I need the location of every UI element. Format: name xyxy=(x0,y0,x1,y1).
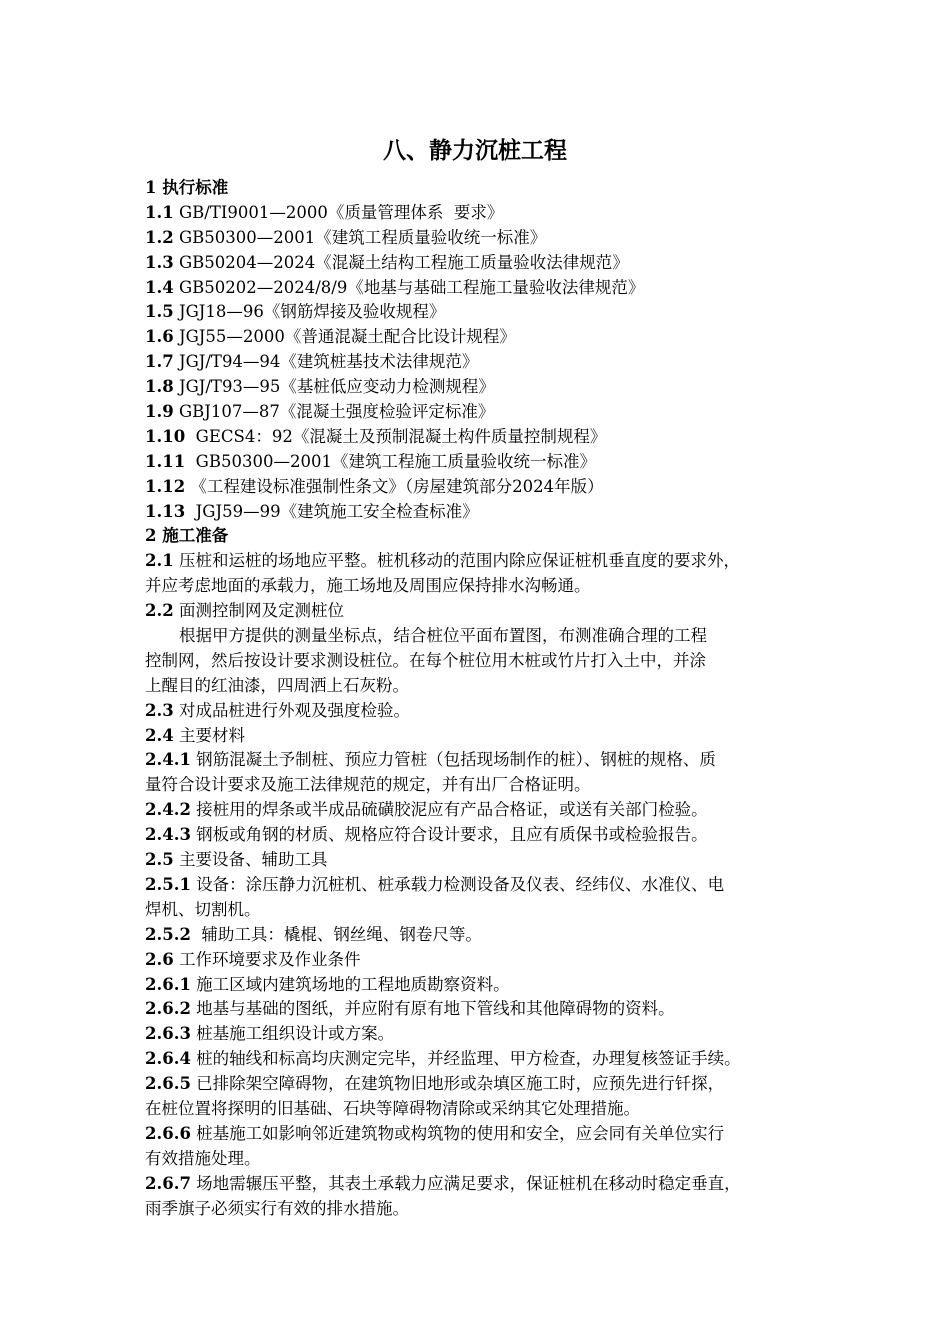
clause-text: JGJ/T94—94《建筑桩基技术法律规范》 xyxy=(173,352,479,372)
clause-text: 《工程建设标准强制性条文》（房屋建筑部分2024年版） xyxy=(185,476,604,496)
paragraph-line: 雨季旗子必须实行有效的排水措施。 xyxy=(145,1198,409,1218)
clause-text: GBJ107—87《混凝土强度检验评定标准》 xyxy=(173,402,495,422)
clause-text: GB50202—2024/8/9《地基与基础工程施工量验收法律规范》 xyxy=(173,277,645,297)
clause-text: 桩基施工如影响邻近建筑物或构筑物的使用和安全，应会同有关单位实行 xyxy=(190,1123,725,1143)
clause-number: 1.13 xyxy=(145,501,186,521)
numbered-paragraph xyxy=(145,699,825,724)
clause-text: JGJ59—99《建筑施工安全检查标准》 xyxy=(185,501,479,521)
clause-number: 2.6.7 xyxy=(145,1173,191,1193)
numbered-paragraph xyxy=(145,599,825,624)
clause-text: 对成品桩进行外观及强度检验。 xyxy=(173,700,410,720)
clause-text: 钢筋混凝土予制桩、预应力管桩（包括现场制作的桩）、钢桩的规格、质 xyxy=(190,750,716,770)
clause-number: 2.6.5 xyxy=(145,1074,191,1094)
clause-text: 桩基施工组织设计或方案。 xyxy=(190,1024,395,1044)
numbered-paragraph xyxy=(145,1172,825,1197)
clause-text: GB50204—2024《混凝土结构工程施工质量验收法律规范》 xyxy=(173,252,629,272)
numbered-paragraph xyxy=(145,500,825,525)
clause-number: 2.6.6 xyxy=(145,1123,191,1143)
clause-text: 主要设备、辅助工具 xyxy=(173,850,328,870)
clause-number: 2.6.1 xyxy=(145,974,191,994)
numbered-paragraph xyxy=(145,873,825,898)
clause-number: 1.3 xyxy=(145,252,174,272)
clause-text: 地基与基础的图纸，并应附有原有地下管线和其他障碍物的资料。 xyxy=(190,999,675,1019)
clause-text: 接桩用的焊条或半成品硫磺胶泥应有产品合格证，或送有关部门检验。 xyxy=(190,800,708,820)
numbered-paragraph xyxy=(145,226,825,251)
clause-text: 面测控制网及定测桩位 xyxy=(173,601,344,621)
clause-text: JGJ18—96《钢筋焊接及验收规程》 xyxy=(173,302,446,322)
paragraph-line: 在桩位置将探明的旧基础、石块等障碍物清除或采纳其它处理措施。 xyxy=(145,1098,640,1118)
clause-number: 1.12 xyxy=(145,476,186,496)
clause-number: 1.1 xyxy=(145,202,174,222)
paragraph-line: 有效措施处理。 xyxy=(145,1148,261,1168)
paragraph-line: 控制网，然后按设计要求测设桩位。在每个桩位用木桩或竹片打入土中，并涂 xyxy=(145,650,706,670)
numbered-paragraph xyxy=(145,823,825,848)
clause-number: 1.10 xyxy=(145,426,186,446)
numbered-paragraph xyxy=(145,973,825,998)
clause-text: GB50300—2001《建筑工程施工质量验收统一标准》 xyxy=(185,451,596,471)
paragraph-line: 根据甲方提供的测量坐标点，结合桩位平面布置图，布测准确合理的工程 xyxy=(179,626,707,646)
clause-text: 辅助工具：橇棍、钢丝绳、钢卷尺等。 xyxy=(190,924,482,944)
numbered-paragraph xyxy=(145,848,825,873)
clause-text: 施工区域内建筑场地的工程地质勘察资料。 xyxy=(190,974,510,994)
numbered-paragraph xyxy=(145,425,825,450)
clause-number: 2.2 xyxy=(145,601,174,621)
clause-number: 2.6 xyxy=(145,949,174,969)
numbered-paragraph xyxy=(145,1022,825,1047)
clause-number: 1.2 xyxy=(145,227,174,247)
clause-text: 场地需辗压平整，其表土承载力应满足要求，保证桩机在移动时稳定垂直， xyxy=(190,1173,741,1193)
clause-text: JGJ/T93—95《基桩低应变动力检测规程》 xyxy=(173,377,495,397)
clause-number: 1.9 xyxy=(145,402,174,422)
clause-number: 2.5 xyxy=(145,850,174,870)
numbered-paragraph xyxy=(145,549,825,574)
clause-text: 设备：涂压静力沉桩机、桩承载力检测设备及仪表、经纬仪、水准仪、电 xyxy=(190,874,725,894)
clause-text: GB50300—2001《建筑工程质量验收统一标准》 xyxy=(173,227,547,247)
document-body xyxy=(145,176,825,1221)
numbered-paragraph xyxy=(145,325,825,350)
paragraph-line: 上醒目的红油漆，四周洒上石灰粉。 xyxy=(145,675,409,695)
section-heading: 2 施工准备 xyxy=(145,526,229,546)
clause-number: 2.5.2 xyxy=(145,924,191,944)
numbered-paragraph xyxy=(145,748,825,773)
numbered-paragraph xyxy=(145,201,825,226)
clause-text: 主要材料 xyxy=(173,725,245,745)
clause-text: GECS4：92《混凝土及预制混凝土构件质量控制规程》 xyxy=(185,426,607,446)
numbered-paragraph xyxy=(145,724,825,749)
clause-number: 2.5.1 xyxy=(145,874,191,894)
clause-number: 2.4.1 xyxy=(145,750,191,770)
clause-number: 2.6.3 xyxy=(145,1024,191,1044)
numbered-paragraph xyxy=(145,475,825,500)
clause-text: JGJ55—2000《普通混凝土配合比设计规程》 xyxy=(173,327,516,347)
clause-number: 1.6 xyxy=(145,327,174,347)
paragraph-line: 焊机、切割机。 xyxy=(145,899,261,919)
clause-number: 1.4 xyxy=(145,277,174,297)
clause-number: 1.5 xyxy=(145,302,174,322)
paragraph-line: 并应考虑地面的承载力，施工场地及周围应保持排水沟畅通。 xyxy=(145,576,591,596)
clause-number: 2.3 xyxy=(145,700,174,720)
clause-text: 工作环境要求及作业条件 xyxy=(173,949,361,969)
clause-number: 2.6.2 xyxy=(145,999,191,1019)
numbered-paragraph xyxy=(145,798,825,823)
numbered-paragraph xyxy=(145,923,825,948)
clause-number: 1.7 xyxy=(145,352,174,372)
clause-number: 2.4.2 xyxy=(145,800,191,820)
clause-text: GB/TI9001—2000《质量管理体系 要求》 xyxy=(173,202,504,222)
numbered-paragraph xyxy=(145,300,825,325)
numbered-paragraph xyxy=(145,375,825,400)
clause-number: 1.11 xyxy=(145,451,186,471)
numbered-paragraph xyxy=(145,1047,825,1072)
clause-number: 2.6.4 xyxy=(145,1049,191,1069)
clause-text: 钢板或角钢的材质、规格应符合设计要求，且应有质保书或检验报告。 xyxy=(190,825,708,845)
numbered-paragraph xyxy=(145,997,825,1022)
section-heading: 1 执行标准 xyxy=(145,178,229,197)
page-title: 八、静力沉桩工程 xyxy=(383,137,567,164)
numbered-paragraph xyxy=(145,948,825,973)
clause-number: 1.8 xyxy=(145,377,174,397)
paragraph-line: 量符合设计要求及施工法律规范的规定，并有出厂合格证明。 xyxy=(145,775,591,795)
clause-number: 2.4.3 xyxy=(145,825,191,845)
numbered-paragraph xyxy=(145,350,825,375)
clause-number: 2.4 xyxy=(145,725,174,745)
numbered-paragraph xyxy=(145,251,825,276)
clause-text: 压桩和运桩的场地应平整。桩机移动的范围内除应保证桩机垂直度的要求外， xyxy=(173,551,740,571)
clause-text: 桩的轴线和标高均庆测定完毕，并经监理、甲方检查，办理复核签证手续。 xyxy=(190,1049,741,1069)
numbered-paragraph xyxy=(145,1072,825,1097)
numbered-paragraph xyxy=(145,1122,825,1147)
clause-text: 已排除架空障碍物，在建筑物旧地形或杂填区施工时，应预先进行钎探， xyxy=(190,1074,725,1094)
numbered-paragraph xyxy=(145,450,825,475)
numbered-paragraph xyxy=(145,400,825,425)
clause-number: 2.1 xyxy=(145,551,174,571)
numbered-paragraph xyxy=(145,276,825,301)
